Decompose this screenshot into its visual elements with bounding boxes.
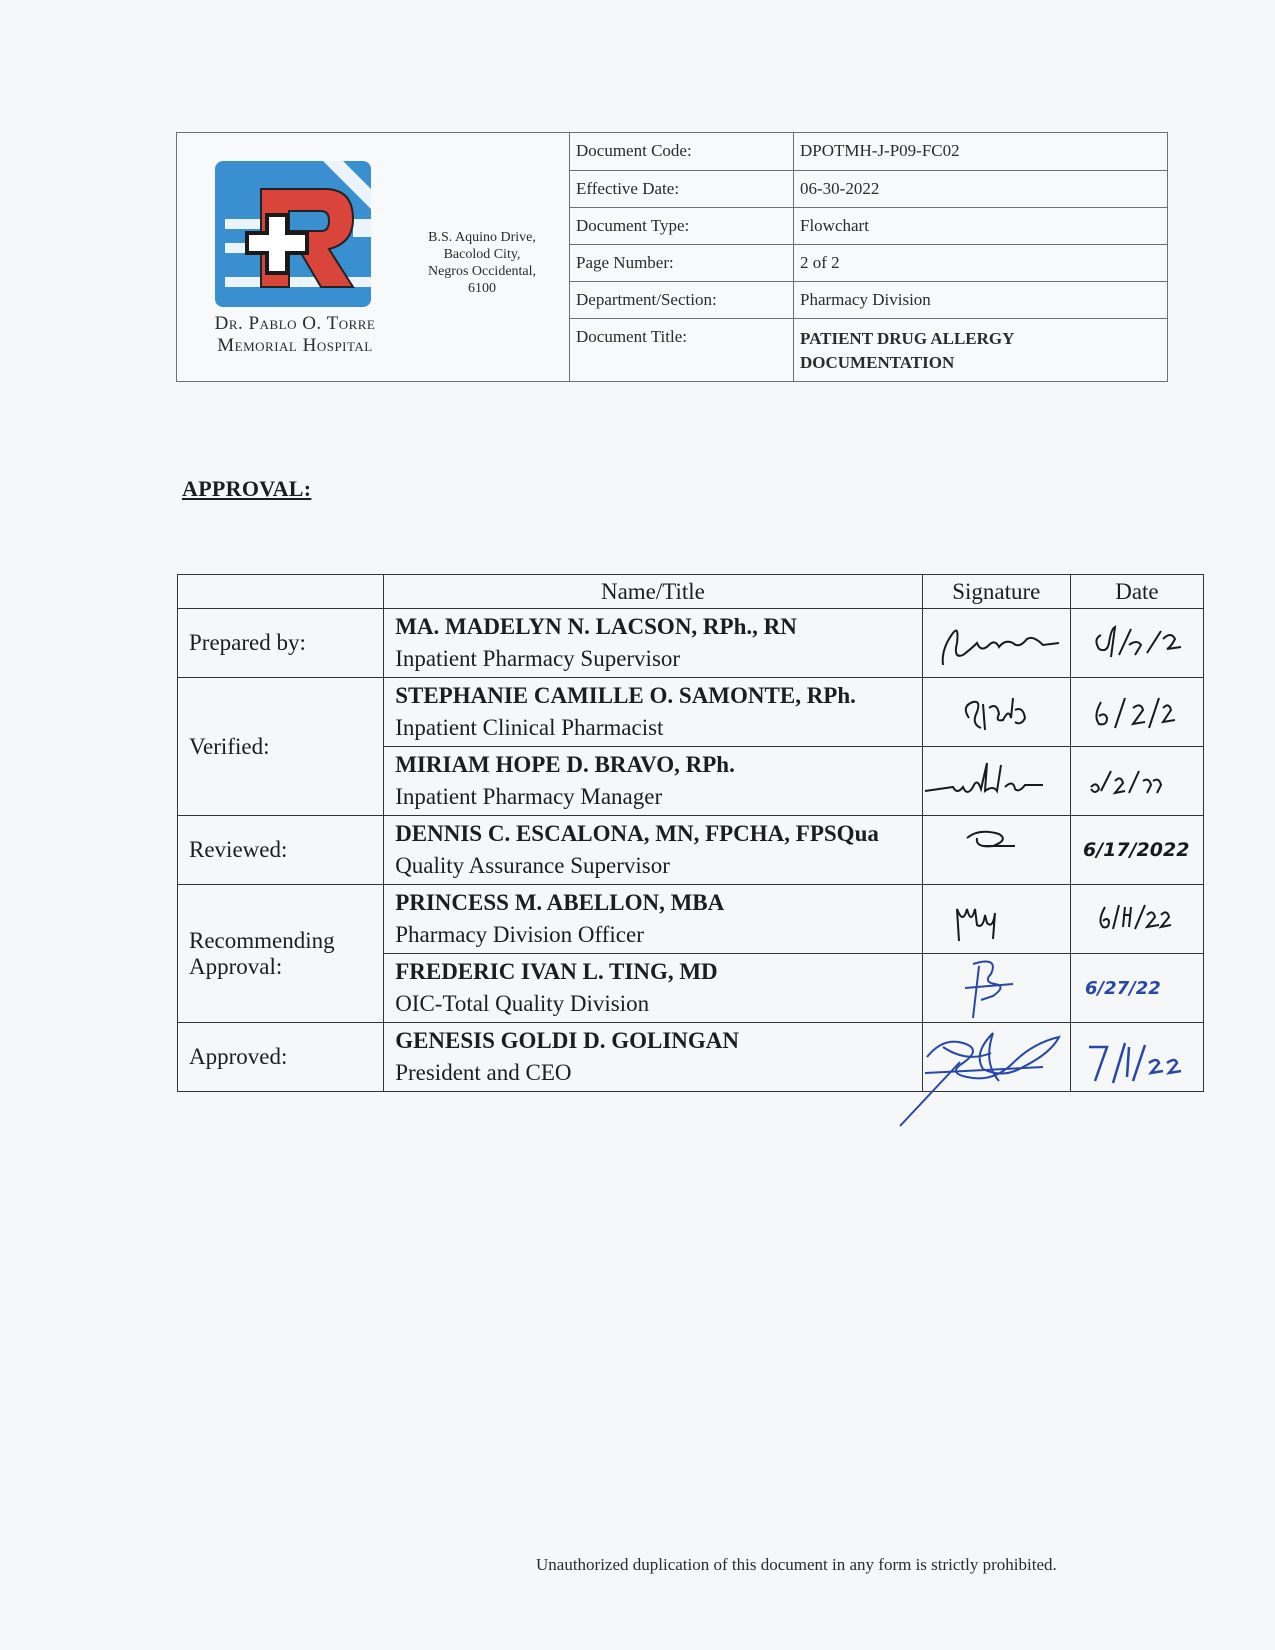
date-cell — [1070, 678, 1203, 747]
hospital-address — [405, 229, 559, 297]
document-header — [176, 132, 1168, 382]
field-label: Document Title: — [570, 319, 794, 381]
field-label: Department/Section: — [570, 282, 794, 319]
role-label — [178, 885, 384, 1023]
approval-row-reviewed — [178, 816, 1204, 885]
handwritten-date — [1071, 885, 1204, 953]
signature-overflow-stroke — [890, 1060, 970, 1130]
person-title: President and CEO — [395, 1060, 572, 1085]
signature-cell — [922, 747, 1070, 816]
handwritten-date — [1071, 816, 1204, 884]
person-cell — [384, 816, 923, 885]
info-row-department — [570, 282, 1167, 319]
role-label: Approved: — [178, 1023, 384, 1092]
role-label: Verified: — [178, 678, 384, 816]
document-code-value: DPOTMH-J-P09-FC02 — [794, 133, 1168, 170]
field-label: Page Number: — [570, 244, 794, 281]
approval-row-recommending-1 — [178, 885, 1204, 954]
address-line: B.S. Aquino Drive, — [428, 230, 536, 245]
approval-row-prepared — [178, 609, 1204, 678]
person-title: Pharmacy Division Officer — [395, 922, 644, 947]
person-name: DENNIS C. ESCALONA, MN, FPCHA, FPSQua — [395, 821, 879, 846]
person-cell — [384, 678, 923, 747]
info-row-effective-date — [570, 170, 1167, 207]
person-cell — [384, 609, 923, 678]
handwritten-date — [1071, 954, 1204, 1022]
field-label: Effective Date: — [570, 170, 794, 207]
column-header-date: Date — [1070, 575, 1203, 609]
hospital-name-line-2: Memorial Hospital — [217, 335, 373, 356]
date-cell — [1070, 609, 1203, 678]
document-title-value — [794, 319, 1168, 381]
person-name: STEPHANIE CAMILLE O. SAMONTE, RPh. — [395, 683, 856, 708]
address-line: Bacolod City, — [443, 247, 521, 262]
document-title-line-2: DOCUMENTATION — [800, 353, 955, 373]
address-line: 6100 — [468, 281, 496, 296]
document-info-table — [570, 133, 1167, 381]
person-cell — [384, 885, 923, 954]
column-header-name-title: Name/Title — [384, 575, 923, 609]
info-row-code — [570, 133, 1167, 170]
info-row-page — [570, 244, 1167, 281]
footer-notice: Unauthorized duplication of this document in any form is strictly prohibited. — [536, 1555, 1057, 1574]
handwritten-date — [1071, 1023, 1204, 1091]
handwritten-signature — [923, 816, 1071, 884]
person-cell — [384, 954, 923, 1023]
person-cell — [384, 1023, 923, 1092]
handwritten-signature — [923, 747, 1071, 815]
date-text: 6/27/22 — [1084, 978, 1161, 999]
person-title: Inpatient Pharmacy Supervisor — [395, 646, 681, 671]
role-label: Reviewed: — [178, 816, 384, 885]
column-header-signature: Signature — [922, 575, 1070, 609]
person-cell — [384, 747, 923, 816]
hospital-name-line-1: Dr. Pablo O. Torre — [214, 313, 376, 334]
handwritten-signature — [923, 885, 1071, 953]
date-text: 6/17/2022 — [1082, 839, 1190, 861]
handwritten-date — [1071, 678, 1204, 746]
person-name: GENESIS GOLDI D. GOLINGAN — [395, 1028, 739, 1053]
signature-cell — [922, 678, 1070, 747]
person-name: MA. MADELYN N. LACSON, RPh., RN — [395, 614, 797, 639]
address-line: Negros Occidental, — [427, 264, 537, 279]
approval-heading: APPROVAL: — [182, 476, 312, 501]
role-label: Prepared by: — [178, 609, 384, 678]
date-cell — [1070, 954, 1203, 1023]
person-name: PRINCESS M. ABELLON, MBA — [395, 890, 725, 915]
signature-cell — [922, 816, 1070, 885]
hospital-logo — [213, 159, 373, 309]
department-value: Pharmacy Division — [794, 282, 1168, 319]
person-title: OIC-Total Quality Division — [395, 991, 650, 1016]
person-title: Quality Assurance Supervisor — [395, 853, 670, 878]
info-row-title — [570, 319, 1167, 381]
handwritten-signature — [923, 954, 1071, 1022]
info-row-type — [570, 207, 1167, 244]
field-label: Document Code: — [570, 133, 794, 170]
date-cell — [1070, 1023, 1203, 1092]
hospital-name — [191, 313, 399, 357]
handwritten-signature — [923, 678, 1071, 746]
person-title: Inpatient Clinical Pharmacist — [395, 715, 664, 740]
handwritten-signature — [923, 609, 1071, 677]
date-cell — [1070, 747, 1203, 816]
approval-table — [177, 574, 1204, 1092]
date-cell — [1070, 816, 1203, 885]
person-name: FREDERIC IVAN L. TING, MD — [395, 959, 718, 984]
role-label-line-1: Recommending — [189, 927, 335, 953]
signature-cell — [922, 885, 1070, 954]
page-number-value: 2 of 2 — [794, 244, 1168, 281]
signature-cell — [922, 609, 1070, 678]
document-info — [570, 133, 1167, 381]
field-label: Document Type: — [570, 207, 794, 244]
header-empty-cell — [178, 575, 384, 609]
document-type-value: Flowchart — [794, 207, 1168, 244]
handwritten-date — [1071, 747, 1204, 815]
person-title: Inpatient Pharmacy Manager — [395, 784, 663, 809]
approval-row-approved — [178, 1023, 1204, 1092]
date-cell — [1070, 885, 1203, 954]
person-name: MIRIAM HOPE D. BRAVO, RPh. — [395, 752, 735, 777]
effective-date-value: 06-30-2022 — [794, 170, 1168, 207]
hospital-branding — [177, 133, 570, 381]
approval-header-row — [178, 575, 1204, 609]
signature-cell — [922, 954, 1070, 1023]
document-title-line-1: PATIENT DRUG ALLERGY — [800, 329, 1015, 349]
handwritten-date — [1071, 609, 1204, 677]
approval-row-verified-1 — [178, 678, 1204, 747]
role-label-line-2: Approval: — [189, 953, 283, 979]
